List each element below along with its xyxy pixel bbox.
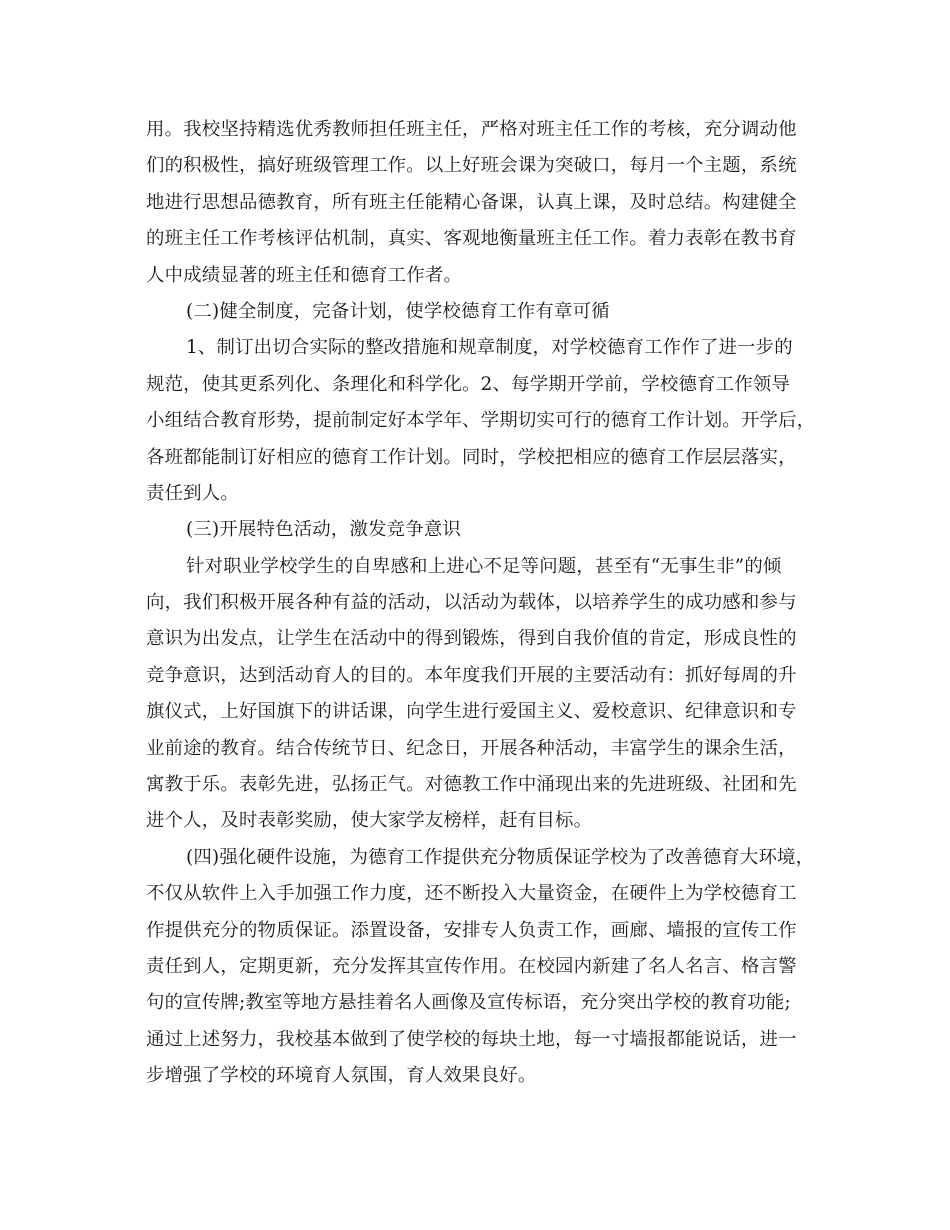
text-line: 意识为出发点，让学生在活动中的得到锻炼，得到自我价值的肯定，形成良性的 <box>146 628 797 650</box>
text-line: 通过上述努力，我校基本做到了使学校的每块土地，每一寸墙报都能说话，进一 <box>146 1028 797 1050</box>
text-line: 进个人，及时表彰奖励，使大家学友榜样，赶有目标。 <box>146 810 593 832</box>
text-line: (四)强化硬件设施，为德育工作提供充分物质保证学校为了改善德育大环境， <box>186 846 815 868</box>
text-line: 竞争意识，达到活动育人的目的。本年度我们开展的主要活动有：抓好每周的升 <box>146 664 797 686</box>
text-line: 针对职业学校学生的自卑感和上进心不足等问题，甚至有“无事生非”的倾 <box>186 555 782 577</box>
text-line: 责任到人。 <box>146 482 239 504</box>
text-line: 寓教于乐。表彰先进，弘扬正气。对德教工作中涌现出来的先进班级、社团和先 <box>146 774 797 796</box>
text-line: 不仅从软件上入手加强工作力度，还不断投入大量资金，在硬件上为学校德育工 <box>146 883 797 905</box>
text-line: 小组结合教育形势，提前制定好本学年、学期切实可行的德育工作计划。开学后， <box>146 410 816 432</box>
text-line: 们的积极性，搞好班级管理工作。以上好班会课为突破口，每月一个主题，系统 <box>146 155 797 177</box>
text-line: (三)开展特色活动，激发竞争意识 <box>186 519 462 541</box>
text-line: 旗仪式，上好国旗下的讲话课，向学生进行爱国主义、爱校意识、纪律意识和专 <box>146 701 797 723</box>
text-line: 地进行思想品德教育，所有班主任能精心备课，认真上课，及时总结。构建健全 <box>146 191 797 213</box>
text-line: 步增强了学校的环境育人氛围，育人效果良好。 <box>146 1065 537 1087</box>
text-line: 的班主任工作考核评估机制，真实、客观地衡量班主任工作。着力表彰在教书育 <box>146 228 797 250</box>
text-line: 各班都能制订好相应的德育工作计划。同时，学校把相应的德育工作层层落实， <box>146 446 797 468</box>
text-line: 向，我们积极开展各种有益的活动，以活动为载体，以培养学生的成功感和参与 <box>146 592 797 614</box>
text-line: 作提供充分的物质保证。添置设备，安排专人负责工作，画廊、墙报的宣传工作 <box>146 919 797 941</box>
text-line: 1、制订出切合实际的整改措施和规章制度，对学校德育工作作了进一步的 <box>186 337 793 359</box>
text-line: 句的宣传牌;教室等地方悬挂着名人画像及宣传标语，充分突出学校的教育功能; <box>146 992 791 1014</box>
text-line: 用。我校坚持精选优秀教师担任班主任，严格对班主任工作的考核，充分调动他 <box>146 119 797 140</box>
text-line: 规范，使其更系列化、条理化和科学化。2、每学期开学前，学校德育工作领导 <box>146 373 790 395</box>
text-line: 人中成绩显著的班主任和德育工作者。 <box>146 264 463 286</box>
text-line: (二)健全制度，完备计划，使学校德育工作有章可循 <box>186 300 610 322</box>
text-line: 业前途的教育。结合传统节日、纪念日，开展各种活动，丰富学生的课余生活， <box>146 737 797 759</box>
text-line: 责任到人，定期更新，充分发挥其宣传作用。在校园内新建了名人名言、格言警 <box>146 955 797 977</box>
body-text <box>146 112 816 1095</box>
